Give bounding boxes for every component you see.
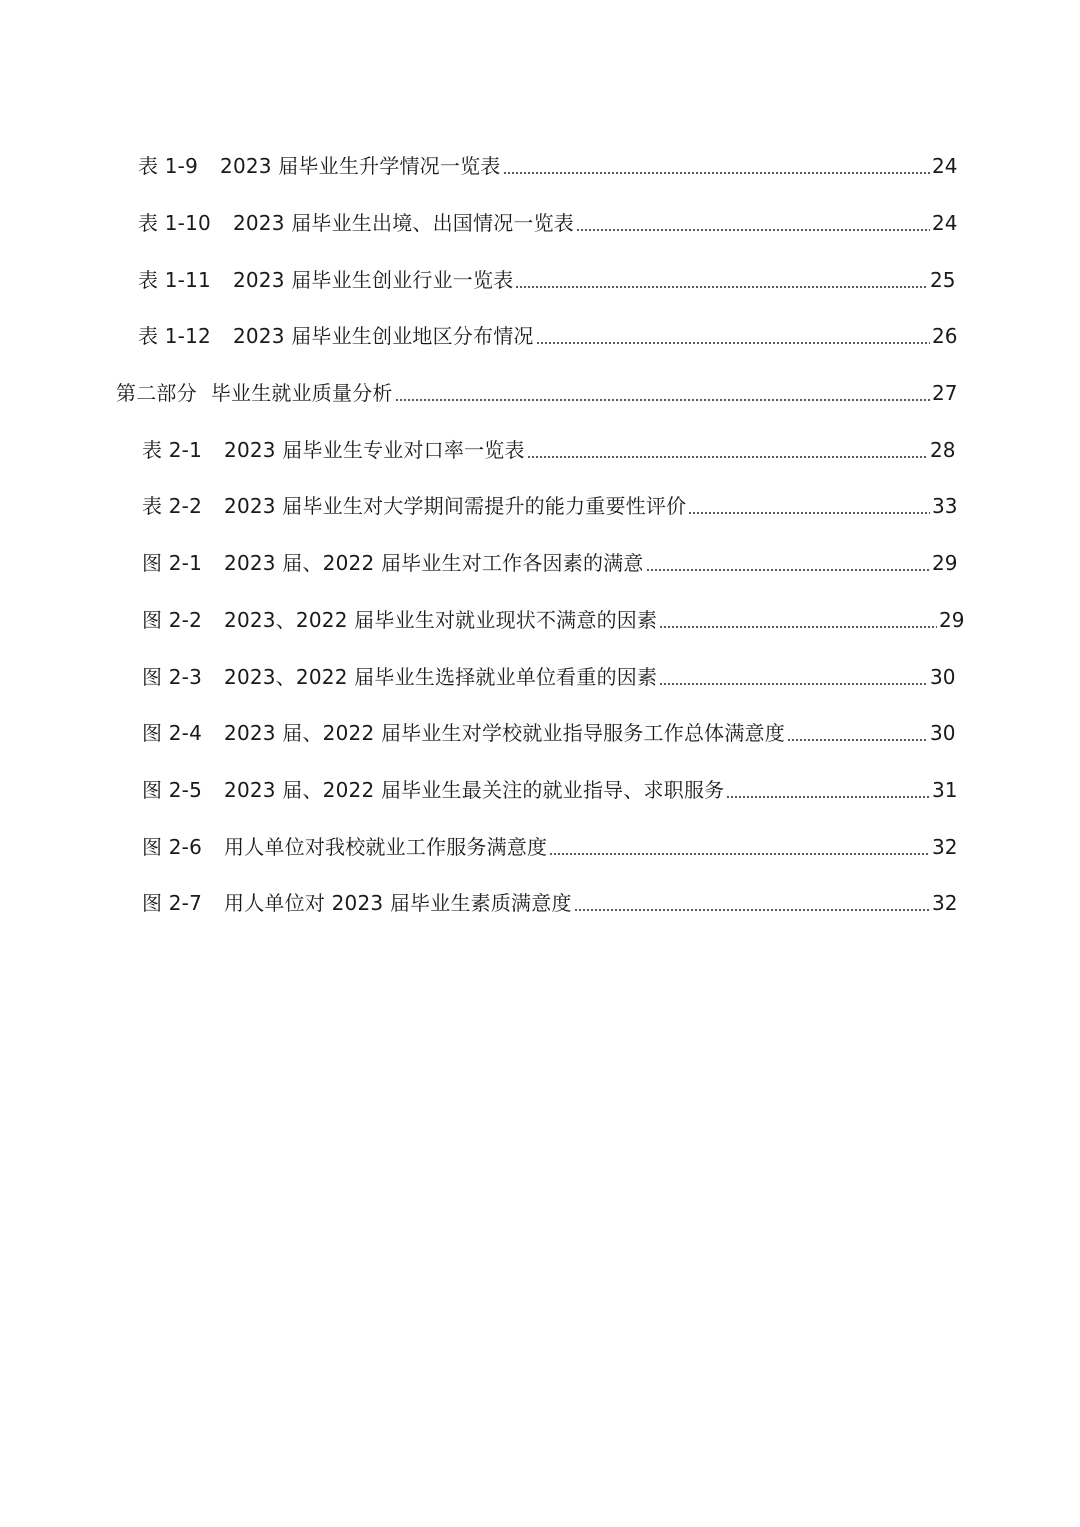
toc-entry-label [138,152,501,180]
toc-entry[interactable] [0,762,1080,819]
toc-entry-title: 用人单位对我校就业工作服务满意度 [224,834,548,859]
toc-entry-page: 30 [930,721,956,746]
toc-entry-code: 表 1-9 [138,154,199,179]
toc-entry-code: 图 2-7 [142,891,203,916]
dot-leader [503,152,931,180]
table-of-contents [0,138,1080,932]
toc-entry-page: 32 [932,891,958,916]
toc-entry[interactable] [0,308,1080,365]
toc-entry-page: 25 [930,267,956,292]
toc-entry[interactable] [0,592,1080,649]
toc-entry[interactable] [0,138,1080,195]
dot-leader [395,379,930,407]
toc-entry-title: 2023 届毕业生对大学期间需提升的能力重要性评价 [224,494,687,519]
dot-leader [574,889,930,917]
toc-entry-label [138,266,513,294]
toc-entry-title: 2023 届毕业生升学情况一览表 [220,154,501,179]
dot-leader [515,266,928,294]
toc-entry-page: 27 [932,381,958,406]
toc-entry-label [116,379,393,407]
toc-entry-code: 表 1-12 [138,324,211,349]
toc-entry-page: 26 [932,324,958,349]
toc-entry-page: 24 [932,154,958,179]
toc-entry-code: 图 2-3 [142,664,203,689]
toc-entry-title: 2023、2022 届毕业生对就业现状不满意的因素 [224,607,658,632]
toc-entry-title: 毕业生就业质量分析 [210,381,393,406]
toc-entry-code: 图 2-5 [142,777,203,802]
dot-leader [659,663,928,691]
toc-entry-title: 2023 届毕业生出境、出国情况一览表 [232,211,575,236]
dot-leader [549,833,930,861]
toc-entry-label [142,663,657,691]
toc-entry-code: 图 2-1 [142,551,203,576]
toc-entry-code: 图 2-6 [142,834,203,859]
dot-leader [527,436,928,464]
toc-entry-code: 表 2-1 [142,437,203,462]
toc-entry[interactable] [0,195,1080,252]
toc-entry-page: 29 [932,551,958,576]
toc-entry-page: 28 [930,437,956,462]
toc-entry[interactable] [0,705,1080,762]
toc-entry-code: 图 2-4 [142,721,203,746]
toc-entry[interactable] [0,875,1080,932]
toc-entry-label [142,492,686,520]
toc-entry-page: 30 [930,664,956,689]
toc-entry[interactable] [0,421,1080,478]
toc-entry[interactable] [0,648,1080,705]
toc-entry[interactable] [0,535,1080,592]
toc-entry-label [142,436,525,464]
toc-entry[interactable] [0,251,1080,308]
toc-section-entry[interactable] [0,365,1080,422]
toc-entry-label [142,776,724,804]
toc-entry-title: 用人单位对 2023 届毕业生素质满意度 [224,891,572,916]
toc-entry-label [142,719,785,747]
toc-entry-title: 2023 届毕业生创业地区分布情况 [232,324,534,349]
toc-entry-code: 表 1-10 [138,211,211,236]
toc-entry-title: 2023 届、2022 届毕业生对学校就业指导服务工作总体满意度 [224,721,785,746]
dot-leader [536,322,930,350]
toc-entry-title: 2023 届毕业生创业行业一览表 [232,267,514,292]
toc-entry-title: 2023 届、2022 届毕业生对工作各因素的满意 [224,551,644,576]
toc-entry[interactable] [0,478,1080,535]
toc-entry-label [142,833,547,861]
toc-entry-label [142,889,572,917]
toc-entry-label [138,209,574,237]
toc-entry-title: 2023 届毕业生专业对口率一览表 [224,437,525,462]
toc-entry-page: 33 [932,494,958,519]
toc-entry[interactable] [0,818,1080,875]
toc-entry-page: 29 [939,607,965,632]
toc-entry-page: 31 [932,777,958,802]
toc-entry-code: 表 1-11 [138,267,211,292]
toc-entry-label [142,549,644,577]
toc-entry-code: 表 2-2 [142,494,203,519]
toc-entry-code: 第二部分 [116,381,197,406]
dot-leader [688,492,930,520]
toc-entry-page: 24 [932,211,958,236]
toc-entry-label [138,322,534,350]
dot-leader [787,719,928,747]
toc-entry-label [142,606,657,634]
dot-leader [576,209,930,237]
toc-entry-title: 2023、2022 届毕业生选择就业单位看重的因素 [224,664,658,689]
toc-entry-title: 2023 届、2022 届毕业生最关注的就业指导、求职服务 [224,777,725,802]
dot-leader [646,549,930,577]
dot-leader [659,606,937,634]
toc-entry-page: 32 [932,834,958,859]
toc-entry-code: 图 2-2 [142,607,203,632]
dot-leader [726,776,930,804]
